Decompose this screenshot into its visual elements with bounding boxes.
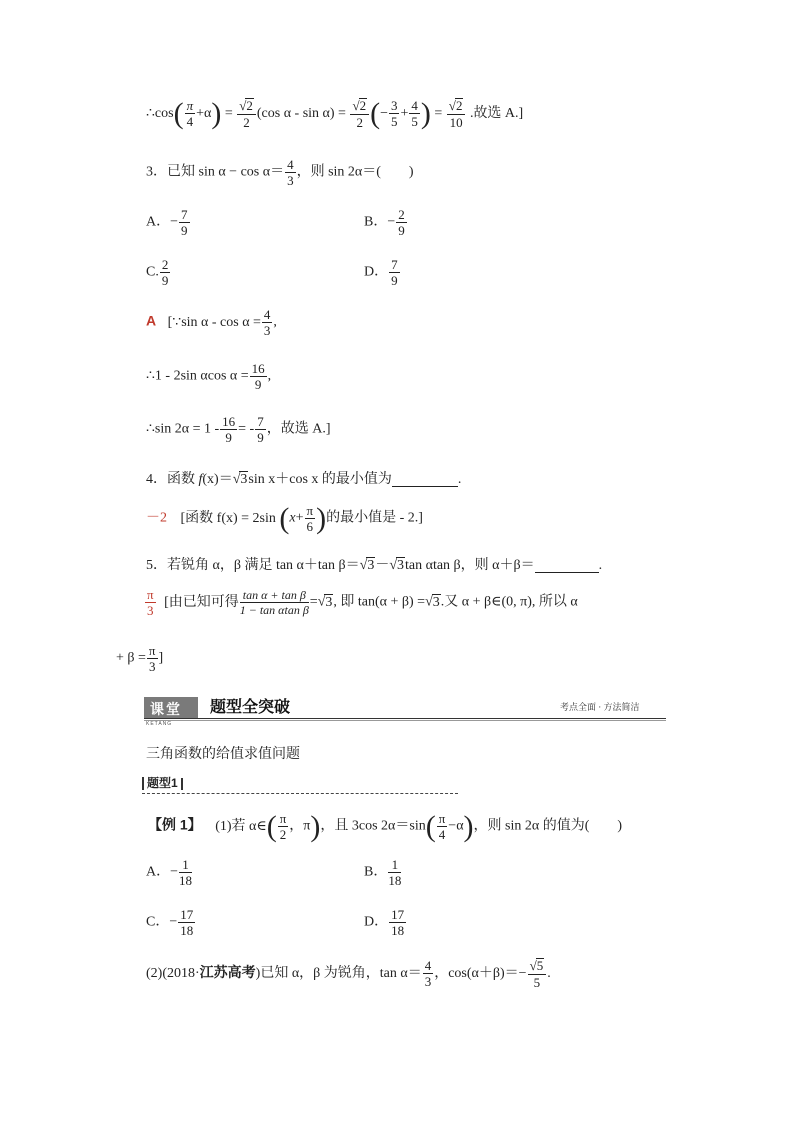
fraction: $\frac{√2}{10}$ — [447, 98, 466, 129]
text: .故选 A.] — [469, 105, 524, 121]
section-divider — [144, 718, 666, 719]
example-1-option-c[interactable]: C．− $\frac{17}{18}$ — [146, 907, 194, 938]
example-label: 【例 1】 — [148, 816, 202, 833]
answer-label: A — [146, 312, 157, 329]
fraction: $\frac{3}{5}$ — [390, 98, 398, 130]
example-1-option-a[interactable]: A．− $\frac{1}{18}$ — [146, 857, 193, 888]
question-5-solution-2: + β = $\frac{\pi}{3}$ ] — [116, 643, 164, 674]
question-3-stem: 3．已知 sin α − cos α＝ $\frac{4}{3}$ ，则 sin 2α＝( ) — [146, 157, 414, 188]
question-4-solution: －2 [函数 f(x) = 2sin (x+ $\frac{\pi}{6}$ )的最小值是 - 2.] — [146, 502, 423, 535]
question-5-stem: 5．若锐角 α，β 满足 tan α＋tan β＝√3－√3tan αtan β，则 α＋β＝ . — [146, 558, 603, 573]
type-dashed-line — [142, 793, 458, 794]
topic-title: 三角函数的给值求值问题 — [146, 745, 300, 761]
question-5-solution: $\frac{\pi}{3}$ [由已知可得 $\frac{\text{tan α + tan β}}{\text{1 − tan αtan β}}$ =√3, 即 tan(α + β) =√3.又 α + β∈(0, π), 所以 α — [147, 587, 578, 618]
answer-fraction: $\frac{\pi}{3}$ — [147, 587, 154, 618]
question-3-option-a[interactable]: A．− $\frac{7}{9}$ — [146, 207, 188, 238]
fraction: $\frac{4}{5}$ — [411, 98, 418, 130]
question-3-solution-3: ∴sin 2α = 1 - $\frac{16}{9}$ = - $\frac{7}{9}$ ，故选 A.] — [146, 414, 331, 445]
section-subtitle: 考点全面 · 方法简洁 — [560, 702, 640, 712]
fraction: $\frac{√2}{2}$ — [237, 98, 256, 129]
section-badge-text: 课堂 — [150, 703, 182, 718]
question-3-option-b[interactable]: B．− $\frac{2}{9}$ — [364, 207, 405, 238]
section-title: 题型全突破 — [210, 699, 291, 716]
text: (cos α - sin α) = — [256, 105, 346, 121]
example-1-stem: 【例 1】 (1)若 α∈( $\frac{\pi}{2}$ ，π)，且 3cos 2α＝sin( $\frac{\pi}{4}$ −α)，则 sin 2α 的值为( ) — [148, 810, 623, 843]
text: +α — [196, 105, 212, 121]
example-1-option-b[interactable]: B． $\frac{1}{18}$ — [364, 857, 402, 888]
section-badge-subtext: KETANG — [146, 721, 173, 727]
section-divider-2 — [144, 720, 666, 721]
example-1-part-2: (2)(2018·江苏高考)已知 α，β 为锐角，tan α＝ $\frac{4}{3}$ ，cos(α＋β)＝− $\frac{√5}{5}$ . — [146, 958, 551, 991]
formula-line-top: ∴cos( $\frac{\pi}{4}$ +α) = $\frac{√2}{2}$ (cos α - sin α) = $\frac{√2}{2}$ (− $\frac{3}{5}$ + $\frac{4}{5}$ ) = $\frac{√2}{10}$ .故选 A.] — [146, 97, 524, 131]
fraction: $\frac{\pi}{4}$ — [186, 98, 194, 130]
question-3-solution-1: A [∵sin α - cos α = $\frac{4}{3}$ , — [146, 307, 277, 338]
question-3-solution-2: ∴1 - 2sin αcos α = $\frac{16}{9}$ , — [146, 361, 272, 392]
type-label: 题型1 — [142, 777, 183, 790]
example-1-option-d[interactable]: D． $\frac{17}{18}$ — [364, 907, 405, 938]
answer-blank[interactable] — [392, 472, 458, 487]
question-4-stem: 4．函数 f(x)＝√3sin x＋cos x 的最小值为 . — [146, 472, 462, 487]
fraction: $\frac{√2}{2}$ — [350, 98, 369, 129]
question-3-option-c[interactable]: C. $\frac{2}{9}$ — [146, 257, 169, 288]
answer-blank[interactable] — [535, 558, 599, 573]
question-3-option-d[interactable]: D． $\frac{7}{9}$ — [364, 257, 398, 288]
answer-label: －2 — [146, 510, 167, 526]
text: ∴cos — [146, 105, 174, 121]
